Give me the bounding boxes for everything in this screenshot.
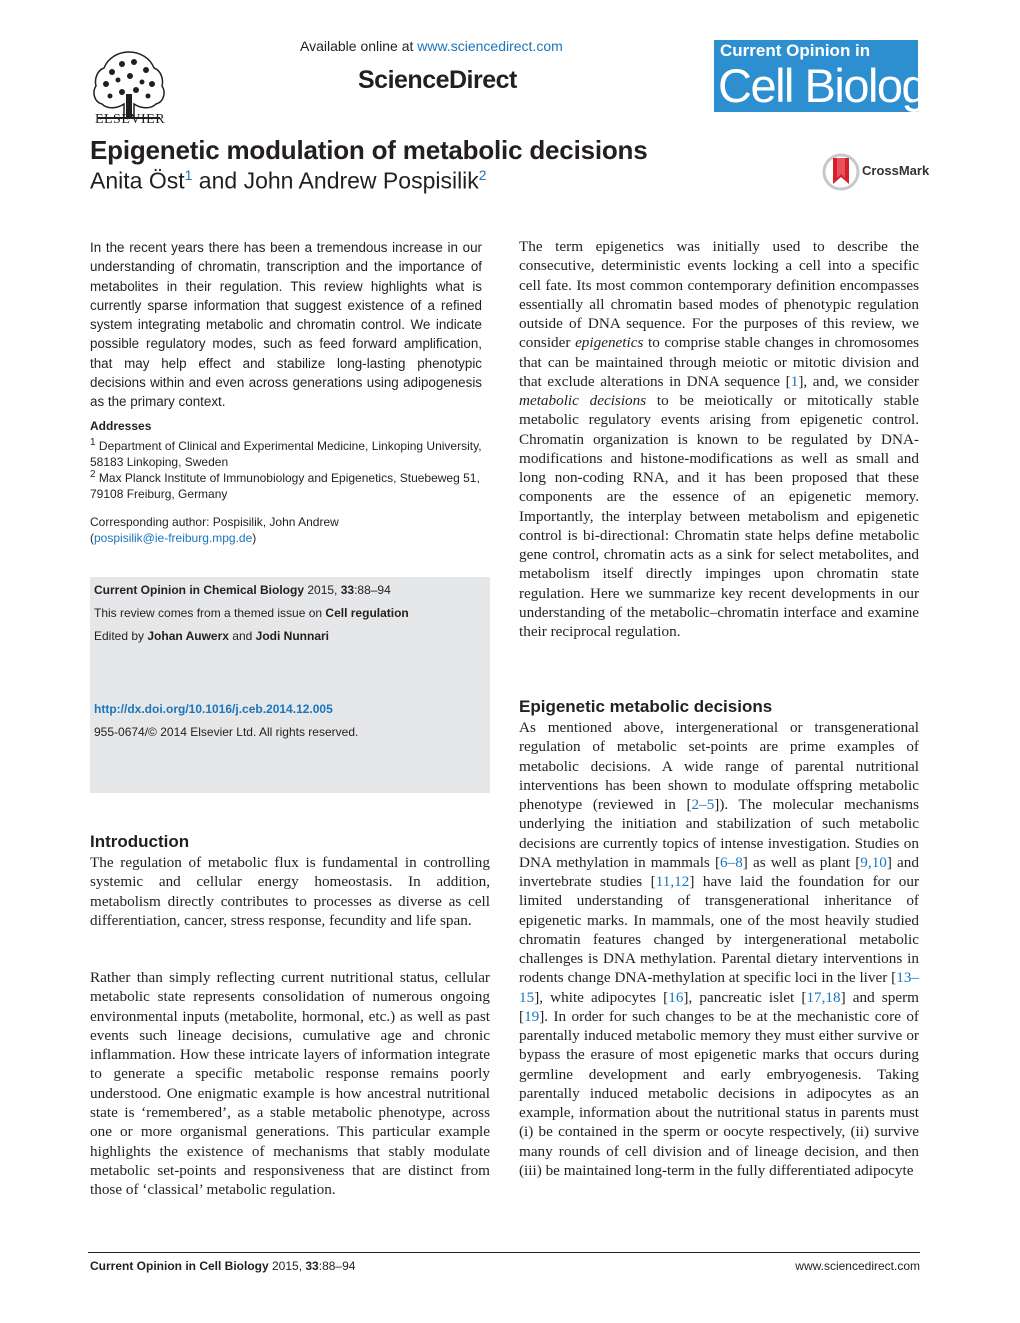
sciencedirect-link[interactable]: www.sciencedirect.com: [417, 38, 563, 54]
corresponding-email[interactable]: pospisilik@ie-freiburg.mpg.de: [94, 531, 253, 545]
article-title: Epigenetic modulation of metabolic decisions: [90, 135, 648, 165]
introduction-paragraph-2: Rather than simply reflecting current nutritional status, cellular metabolic state represents consolidation of numerous ongoing environmental inputs (metabolite, hormonal, etc.) as well as past events such lineage decisions, cumulative age and chronic inflammation. How these intricate layers of information integrate to generate a specific metabolic response remains poorly understood. One enigmatic example is how ancestral nutritional state is ‘remembered’, as a stable metabolic phenotype, across one or more organismal generations. This particular example highlights the existence of mechanisms that stably modulate metabolic set-points and responsiveness that are distinct from those of ‘classical’ metabolic regulation.: [90, 969, 490, 1199]
edited-by-prefix: Edited by: [94, 629, 148, 643]
footer-volume: 33: [305, 1259, 319, 1273]
doi-link[interactable]: http://dx.doi.org/10.1016/j.ceb.2014.12.005: [94, 702, 333, 716]
copyright-line: 955-0674/© 2014 Elsevier Ltd. All rights reserved.: [94, 725, 359, 739]
text-run: ] as well as plant [: [742, 853, 861, 871]
introduction-paragraph-1: The regulation of metabolic flux is fundamental in controlling systemic and cellular energy homeostasis. In addition, metabolism directly contributes to processes as diverse as cell differentiation, cancer, stress response, fecundity and life span.: [90, 854, 490, 929]
corresponding-label: Corresponding author: Pospisilik, John Andrew: [90, 515, 339, 529]
footer-journal: Current Opinion in Cell Biology: [90, 1259, 269, 1273]
reference-link[interactable]: 2–5: [691, 796, 715, 813]
address-2-num: 2: [90, 469, 96, 480]
address-2-text: Max Planck Institute of Immunobiology and Epigenetics, Stuebeweg 51, 79108 Freiburg, Germany: [90, 471, 480, 501]
journal-logo-line2: Cell Biology: [718, 59, 949, 112]
epigenetics-definition-paragraph: [519, 237, 919, 641]
available-online: [300, 38, 563, 54]
footer-pages: :88–94: [318, 1259, 356, 1273]
text-run: ], white adipocytes [: [534, 988, 669, 1006]
crossmark-icon: [822, 152, 860, 192]
text-run: ]). The molecular mechanisms underlying the initiation and stabilization of such metabolic decisions are currently topics of intense investigation. Studies on DNA methylation in mammals [: [519, 796, 919, 871]
editor-1: Johan Auwerx: [147, 629, 229, 643]
text-run: ], and, we consider: [798, 372, 919, 390]
addresses-heading: Addresses: [90, 419, 152, 433]
citation-volume: 33: [340, 583, 355, 597]
sciencedirect-wordmark: ScienceDirect: [358, 66, 517, 94]
editor-2: Jodi Nunnari: [255, 629, 329, 643]
text-run: ] and invertebrate studies [: [519, 853, 919, 890]
reference-link[interactable]: 19: [524, 1007, 540, 1025]
introduction-heading: Introduction: [90, 832, 190, 851]
address-1-num: 1: [90, 437, 96, 448]
corresponding-author: Corresponding author: Pospisilik, John Andrew (pospisilik@ie-freiburg.mpg.de): [90, 515, 339, 545]
reference-link[interactable]: 1: [790, 372, 799, 390]
footer-divider: [88, 1252, 920, 1253]
abstract: In the recent years there has been a tremendous increase in our understanding of chromatin, transcription and the importance of metabolites in their regulation. This review highlights what is currently sparse information that suggest existence of a refined system integrating metabolic and chromatin control. We indicate possible regulatory modes, such as feed forward amplification, that may help effect and stabilize long-lasting phenotypic decisions within and even across generations using adipogenesis as the primary context.: [90, 240, 482, 410]
epigenetic-metabolic-decisions-heading: Epigenetic metabolic decisions: [519, 697, 773, 716]
address-2: [90, 467, 485, 502]
citation-pages: :88–94: [354, 583, 391, 597]
reference-link[interactable]: 6–8: [720, 853, 743, 871]
text-run: ] and sperm [: [519, 988, 919, 1025]
themed-issue-topic: Cell regulation: [325, 606, 409, 620]
reference-link[interactable]: 16: [668, 988, 684, 1006]
reference-link[interactable]: 11,12: [655, 873, 690, 890]
text-run: to be meiotically or mitotically stable metabolic regulatory events arising from epigenetic control. Chromatin organization is known to be regulated by DNA-modifications and histone-modifications as well as small and long non-coding RNA, and it has been proposed that these components are the essence of an epigenetic memory. Importantly, the interplay between metabolism and epigenetic control is bi-directional: Chromatin state helps define metabolic gene control, chromatin acts as a sink for select metabolites, and metabolism itself directly impinges upon chromatin state regulation. Here we summarize key recent developments in our understanding of the metabolic–chromatin interface and examine their reciprocal regulation.: [519, 392, 919, 640]
text-run: to comprise stable changes in chromosomes that can be maintained through meiotic or mitotic division and that exclude alterations in DNA sequence [: [519, 334, 920, 390]
themed-issue-line: [94, 606, 409, 620]
crossmark-badge[interactable]: [822, 152, 930, 192]
citation-line: [94, 583, 391, 597]
citation-year: 2015,: [304, 583, 341, 597]
publisher-name: ELSEVIER: [94, 112, 166, 127]
address-1: [90, 435, 485, 470]
emphasis-metabolic-decisions: metabolic decisions: [519, 392, 647, 409]
reference-link[interactable]: 13–15: [519, 969, 919, 1006]
author-2-affil[interactable]: 2: [478, 167, 487, 183]
text-run: ]. In order for such changes to be at the mechanistic core of parentally induced metabolic memory they must either survive or bypass the erasure of most epigenetic marks that occurs during germline development and early embryogenesis. Taking parentally induced metabolic decisions in adipocytes as an example, information about the nutritional status in parents must (i) be contained in the sperm or oocyte respectively, (ii) survive many rounds of cell division and of lineage decision, and then (iii) be maintained long-term in the fully differentiated adipocyte: [519, 1007, 919, 1179]
author-1: Anita Öst: [90, 167, 185, 194]
reference-link[interactable]: 9,10: [860, 853, 887, 871]
themed-issue-prefix: This review comes from a themed issue on: [94, 606, 326, 620]
emphasis-epigenetics: epigenetics: [575, 334, 644, 352]
journal-logo: [714, 40, 949, 112]
text-run: The term epigenetics was initially used to describe the consecutive, deterministic events locking a cell into a specific cell fate. Its most common contemporary definition encompasses essentially all chromatin based modes of phenotypic regulation outside of DNA sequence. For the purposes of this review, we consider: [519, 238, 919, 352]
footer-year: 2015,: [268, 1259, 306, 1273]
citation-journal: Current Opinion in Chemical Biology: [94, 583, 305, 597]
text-run: As mentioned above, intergenerational or transgenerational regulation of metabolic set-points are prime examples of metabolic decisions. A wide range of parental nutritional interventions has been shown to modulate offspring metabolic phenotype (reviewed in [: [519, 719, 919, 813]
available-prefix: Available online at: [300, 38, 418, 54]
footer-citation: [90, 1259, 355, 1273]
text-run: ] have laid the foundation for our limited understanding of transgenerational inheritance of epigenetic marks. In mammals, one of the most heavily studied chromatin features changed by intergenerational metabolic challenges is DNA methylation. Parental dietary interventions in rodents change DNA-methylation at specific loci in the liver [: [519, 873, 919, 987]
reference-link[interactable]: 17,18: [806, 988, 841, 1006]
edited-by-line: [94, 629, 329, 643]
footer-url[interactable]: www.sciencedirect.com: [795, 1259, 920, 1273]
epigenetic-decisions-paragraph: [519, 718, 919, 1180]
author-1-affil[interactable]: 1: [184, 167, 193, 183]
author-2: John Andrew Pospisilik: [243, 167, 479, 194]
text-run: ], pancreatic islet [: [683, 988, 807, 1006]
editor-and: and: [228, 629, 256, 643]
author-separator: and: [192, 167, 244, 194]
address-1-text: Department of Clinical and Experimental Medicine, Linkoping University, 58183 Linkoping, Sweden: [90, 439, 482, 469]
author-line: [90, 167, 487, 195]
crossmark-label: CrossMark: [862, 163, 930, 178]
article-info-box: [90, 577, 490, 793]
journal-logo-line1: Current Opinion in: [720, 41, 871, 60]
